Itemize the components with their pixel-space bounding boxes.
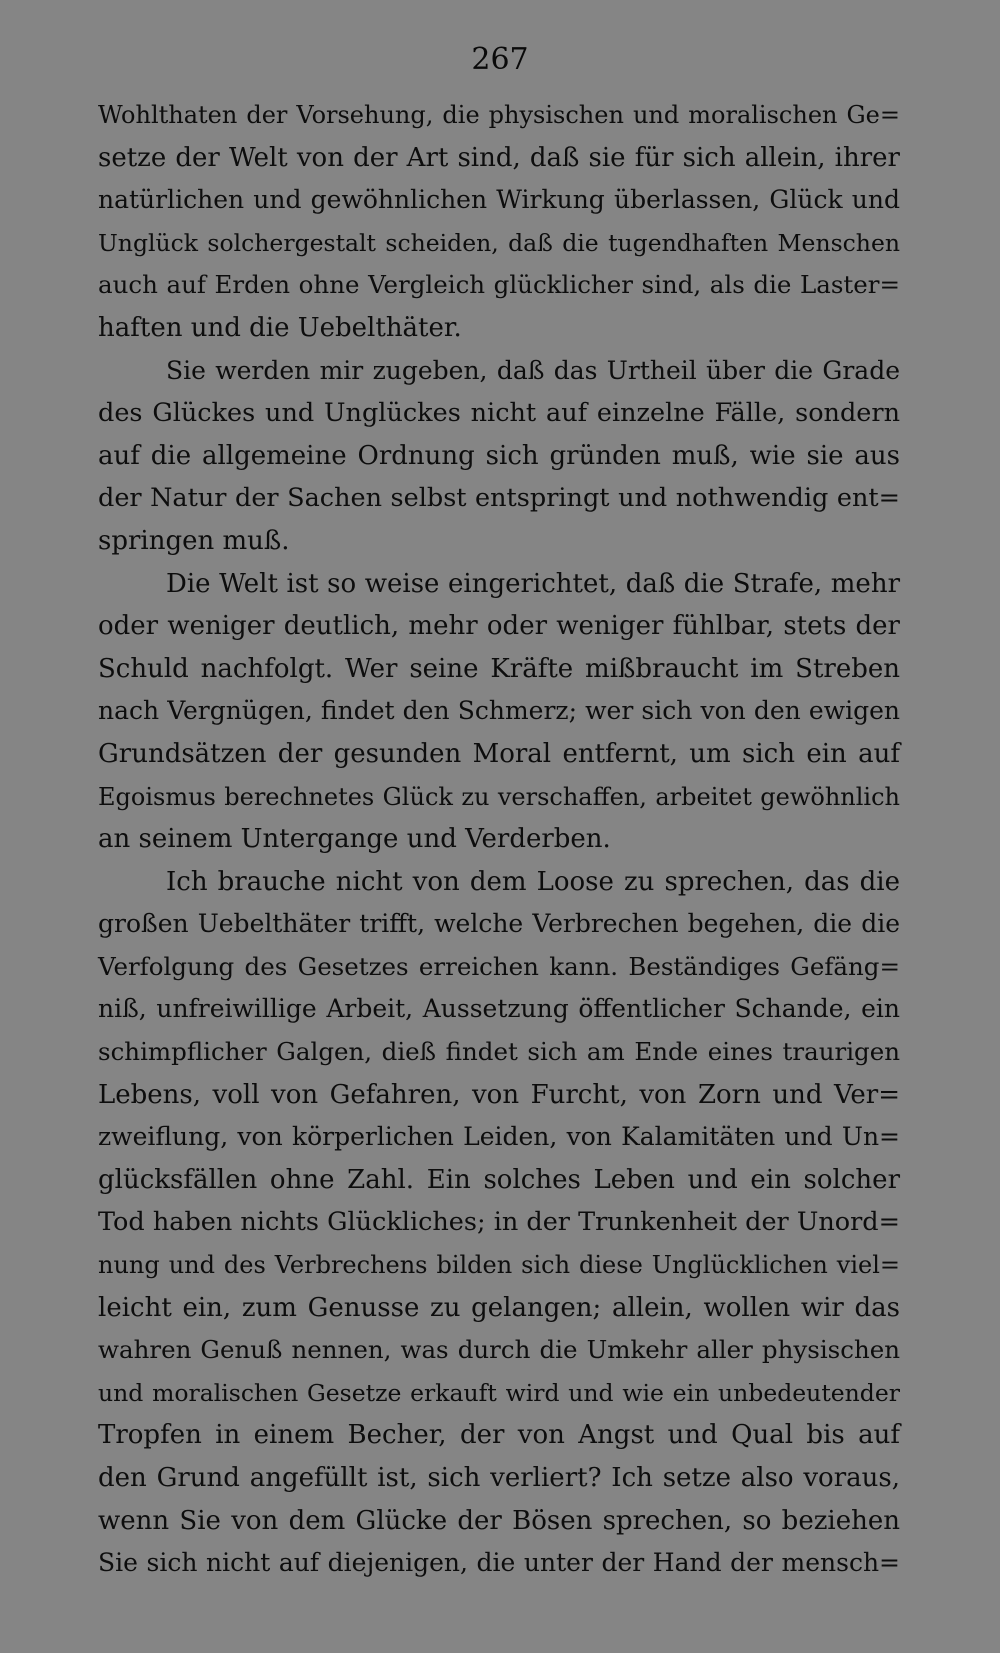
text-line: glücksfällen ohne Zahl. Ein solches Leben und ein solcher: [98, 1164, 900, 1195]
text-line: großen Uebelthäter trifft, welche Verbrechen begehen, die die: [98, 909, 900, 939]
text-line: schimpflicher Galgen, dieß findet sich am Ende eines traurigen: [98, 1037, 900, 1067]
text-line: wahren Genuß nennen, was durch die Umkehr aller physischen: [98, 1335, 900, 1365]
text-line: natürlichen und gewöhnlichen Wirkung überlassen, Glück und: [98, 185, 900, 215]
text-line: nung und des Verbrechens bilden sich diese Unglücklichen viel=: [98, 1251, 900, 1280]
text-line: leicht ein, zum Genusse zu gelangen; allein, wollen wir das: [98, 1292, 900, 1323]
text-line: Verfolgung des Gesetzes erreichen kann. Beständiges Gefäng=: [98, 951, 900, 981]
text-line: Tropfen in einem Becher, der von Angst und Qual bis auf: [98, 1420, 900, 1451]
text-line: zweiflung, von körperlichen Leiden, von Kalamitäten und Un=: [98, 1122, 900, 1152]
text-line: springen muß.: [98, 525, 290, 556]
text-line: setze der Welt von der Art sind, daß sie für sich allein, ihrer: [98, 142, 900, 173]
text-line: der Natur der Sachen selbst entspringt und nothwendig ent=: [98, 483, 900, 514]
text-line: an seinem Untergange und Verderben.: [98, 824, 611, 855]
text-line: Unglück solchergestalt scheiden, daß die tugendhaften Menschen: [98, 228, 900, 257]
body-text: [98, 94, 900, 1585]
text-line: des Glückes und Unglückes nicht auf einzelne Fälle, sondern: [98, 398, 900, 429]
text-line: Tod haben nichts Glückliches; in der Trunkenheit der Unord=: [98, 1207, 900, 1238]
text-line: Ich brauche nicht von dem Loose zu sprechen, das die: [166, 866, 900, 897]
text-line: Die Welt ist so weise eingerichtet, daß die Strafe, mehr: [166, 568, 900, 599]
text-line: niß, unfreiwillige Arbeit, Aussetzung öffentlicher Schande, ein: [98, 994, 900, 1024]
text-line: haften und die Uebelthäter.: [98, 312, 462, 343]
text-line: Schuld nachfolgt. Wer seine Kräfte mißbraucht im Streben: [98, 653, 900, 684]
text-line: wenn Sie von dem Glücke der Bösen sprechen, so beziehen: [98, 1505, 900, 1536]
text-line: oder weniger deutlich, mehr oder weniger fühlbar, stets der: [98, 611, 900, 642]
text-line: und moralischen Gesetze erkauft wird und wie ein unbedeutender: [98, 1378, 900, 1407]
text-line: auch auf Erden ohne Vergleich glücklicher sind, als die Laster=: [98, 270, 900, 300]
text-line: den Grund angefüllt ist, sich verliert? Ich setze also voraus,: [98, 1463, 900, 1493]
text-line: auf die allgemeine Ordnung sich gründen muß, wie sie aus: [98, 440, 900, 471]
page-number: 267: [471, 42, 529, 77]
text-line: Sie werden mir zugeben, daß das Urtheil über die Grade: [166, 355, 900, 385]
text-line: Egoismus berechnetes Glück zu verschaffen, arbeitet gewöhnlich: [98, 782, 900, 811]
text-line: Sie sich nicht auf diejenigen, die unter der Hand der mensch=: [98, 1548, 900, 1578]
text-line: Lebens, voll von Gefahren, von Furcht, von Zorn und Ver=: [98, 1079, 900, 1110]
text-line: Grundsätzen der gesunden Moral entfernt, um sich ein auf: [98, 738, 900, 769]
text-line: nach Vergnügen, findet den Schmerz; wer sich von den ewigen: [98, 696, 900, 726]
text-line: Wohlthaten der Vorsehung, die physischen und moralischen Ge=: [98, 101, 900, 129]
